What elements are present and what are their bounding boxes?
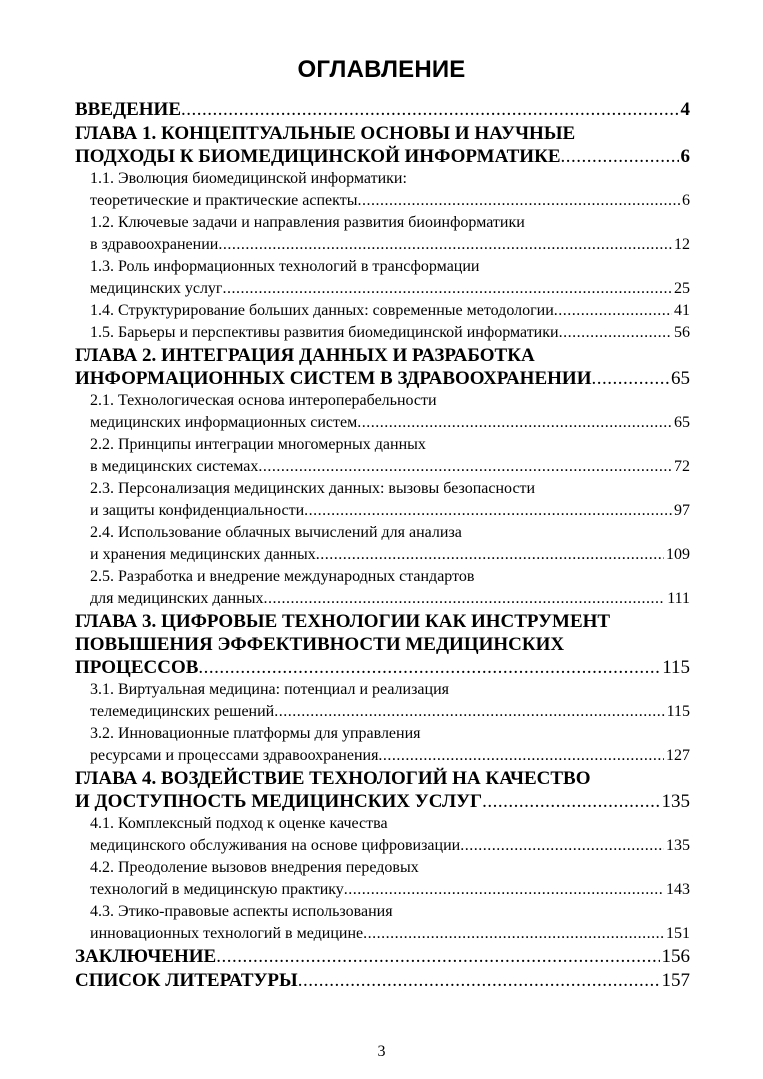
toc-entry-row [90,456,690,478]
toc-entry-row [90,500,690,522]
toc-entry-title-line: 1.5. Барьеры и перспективы развития биомедицинской информатики [90,324,559,341]
dot-leader [274,701,664,723]
dot-leader [198,656,660,679]
toc-entry-title-line: в медицинских системах [90,458,259,475]
table-of-contents [75,98,690,993]
toc-entry-title-line: 1.3. Роль информационных технологий в трансформации [90,258,480,275]
toc-page-number: 157 [661,970,690,991]
toc-entry-row [90,278,690,300]
toc-entry-title-line: ГЛАВА 4. ВОЗДЕЙСТВИЕ ТЕХНОЛОГИЙ НА КАЧЕСТВО [75,768,591,789]
toc-entry-title-line: теоретические и практические аспекты [90,192,358,209]
toc-entry-title-line: ГЛАВА 1. КОНЦЕПТУАЛЬНЫЕ ОСНОВЫ И НАУЧНЫЕ [75,123,576,144]
toc-entry-title-line: СПИСОК ЛИТЕРАТУРЫ [75,970,298,991]
toc-entry-row [90,588,690,610]
dot-leader [357,190,680,212]
toc-entry-title-line: ПОДХОДЫ К БИОМЕДИЦИНСКОЙ ИНФОРМАТИКЕ [75,146,561,167]
toc-page-number: 72 [674,458,690,475]
toc-section-entry[interactable] [75,390,690,434]
toc-entry-row [90,190,690,212]
toc-page-number: 135 [661,791,690,812]
dot-leader [591,367,669,390]
toc-section-entry[interactable] [75,566,690,610]
toc-page-number: 156 [661,946,690,967]
dot-leader [223,278,673,300]
toc-entry-title-line: 2.5. Разработка и внедрение международных стандартов [90,568,475,585]
toc-entry-row [90,234,690,256]
toc-entry-title-line: 2.1. Технологическая основа интероперабельности [90,392,437,409]
toc-entry-row [90,300,690,322]
page-number: 3 [377,1043,386,1060]
dot-leader [460,835,664,857]
toc-chapter-entry[interactable] [75,969,690,993]
toc-section-entry[interactable] [75,322,690,344]
dot-leader [561,145,679,168]
toc-section-entry[interactable] [75,901,690,945]
toc-entry-row [90,701,690,723]
toc-entry-title-line: 1.1. Эволюция биомедицинской информатики: [90,170,407,187]
toc-entry-title-line: 4.3. Этико-правовые аспекты использования [90,903,393,920]
toc-entry-row [75,969,690,993]
dot-leader [554,300,672,322]
toc-entry-title-line: ГЛАВА 2. ИНТЕГРАЦИЯ ДАННЫХ И РАЗРАБОТКА [75,345,535,366]
toc-entry-title-line: 1.4. Структурирование больших данных: современные методологии [90,302,554,319]
toc-chapter-entry[interactable] [75,98,690,122]
toc-page-number: 41 [674,302,690,319]
toc-entry-title-line: инновационных технологий в медицине [90,925,364,942]
toc-entry-title-line: ресурсами и процессами здравоохранения [90,747,379,764]
toc-entry-title-line: 3.2. Инновационные платформы для управления [90,725,421,742]
toc-page-number: 65 [671,368,690,389]
toc-entry-title-line: ВВЕДЕНИЕ [75,99,181,120]
toc-entry-title-line: ПОВЫШЕНИЯ ЭФФЕКТИВНОСТИ МЕДИЦИНСКИХ [75,634,565,655]
toc-chapter-entry[interactable] [75,610,690,679]
toc-page-number: 143 [666,881,690,898]
toc-page-number: 97 [674,502,690,519]
toc-page-number: 135 [666,837,690,854]
toc-entry-title-line: ГЛАВА 3. ЦИФРОВЫЕ ТЕХНОЛОГИИ КАК ИНСТРУМЕНТ [75,611,611,632]
toc-entry-row [90,923,690,945]
toc-section-entry[interactable] [75,212,690,256]
toc-entry-title-line: технологий в медицинскую практику [90,881,344,898]
toc-entry-title-line: 3.1. Виртуальная медицина: потенциал и реализация [90,681,450,698]
dot-leader [258,456,672,478]
toc-page-number: 4 [680,99,690,120]
toc-entry-title-line: ПРОЦЕССОВ [75,657,199,678]
toc-entry-row [75,945,690,969]
toc-page-number: 111 [667,590,690,607]
toc-entry-title-line: и хранения медицинских данных [90,546,316,563]
toc-entry-row [75,98,690,122]
toc-entry-title-line: медицинских информационных систем [90,414,358,431]
dot-leader [316,544,664,566]
toc-section-entry[interactable] [75,256,690,300]
toc-entry-row [90,544,690,566]
toc-section-entry[interactable] [75,434,690,478]
toc-section-entry[interactable] [75,723,690,767]
dot-leader [378,745,664,767]
toc-entry-title-line: ЗАКЛЮЧЕНИЕ [75,946,217,967]
toc-page-number: 127 [666,747,690,764]
dot-leader [304,500,672,522]
toc-page-number: 115 [662,657,690,678]
toc-page-number: 56 [674,324,690,341]
toc-page-number: 151 [666,925,690,942]
toc-entry-row [90,835,690,857]
toc-entry-row [90,412,690,434]
toc-entry-title-line: И ДОСТУПНОСТЬ МЕДИЦИНСКИХ УСЛУГ [75,791,483,812]
toc-page-number: 25 [674,280,690,297]
toc-section-entry[interactable] [75,813,690,857]
toc-page-number: 6 [682,192,690,209]
toc-entry-title-line: для медицинских данных [90,590,264,607]
toc-chapter-entry[interactable] [75,344,690,390]
toc-page-number: 65 [674,414,690,431]
dot-leader [298,969,660,993]
toc-entry-title-line: в здравоохранении [90,236,219,253]
toc-section-entry[interactable] [75,168,690,212]
toc-entry-row [90,745,690,767]
toc-entry-title-line: медицинских услуг [90,280,223,297]
toc-entry-title-line: 2.2. Принципы интеграции многомерных данных [90,436,426,453]
dot-leader [357,412,672,434]
toc-section-entry[interactable] [75,300,690,322]
toc-entry-row [75,790,690,813]
toc-page-number: 115 [666,703,690,720]
dot-leader [482,790,659,813]
toc-entry-row [90,879,690,901]
toc-entry-row [75,367,690,390]
toc-chapter-entry[interactable] [75,767,690,813]
toc-entry-title-line: 4.1. Комплексный подход к оценке качества [90,815,388,832]
toc-entry-title-line: ИНФОРМАЦИОННЫХ СИСТЕМ В ЗДРАВООХРАНЕНИИ [75,368,592,389]
toc-entry-row [75,145,690,168]
dot-leader [181,98,679,122]
dot-leader [363,923,664,945]
toc-entry-title-line: 2.3. Персонализация медицинских данных: вызовы безопасности [90,480,536,497]
dot-leader [344,879,664,901]
toc-section-entry[interactable] [75,679,690,723]
toc-section-entry[interactable] [75,857,690,901]
toc-entry-title-line: медицинского обслуживания на основе цифровизации [90,837,461,854]
toc-entry-title-line: 2.4. Использование облачных вычислений для анализа [90,524,462,541]
toc-section-entry[interactable] [75,522,690,566]
toc-entry-title-line: 1.2. Ключевые задачи и направления развития биоинформатики [90,214,525,231]
toc-entry-row [90,322,690,344]
dot-leader [218,234,672,256]
dot-leader [263,588,665,610]
toc-page-number: 109 [666,546,690,563]
toc-entry-title-line: и защиты конфиденциальности [90,502,305,519]
toc-page-number: 6 [680,146,690,167]
toc-chapter-entry[interactable] [75,945,690,969]
toc-entry-title-line: 4.2. Преодоление вызовов внедрения передовых [90,859,419,876]
toc-page-number: 12 [674,236,690,253]
dot-leader [559,322,672,344]
dot-leader [216,945,659,969]
toc-entry-title-line: телемедицинских решений [90,703,275,720]
page-title: ОГЛАВЛЕНИЕ [297,56,466,83]
toc-section-entry[interactable] [75,478,690,522]
toc-entry-row [75,656,690,679]
toc-chapter-entry[interactable] [75,122,690,168]
